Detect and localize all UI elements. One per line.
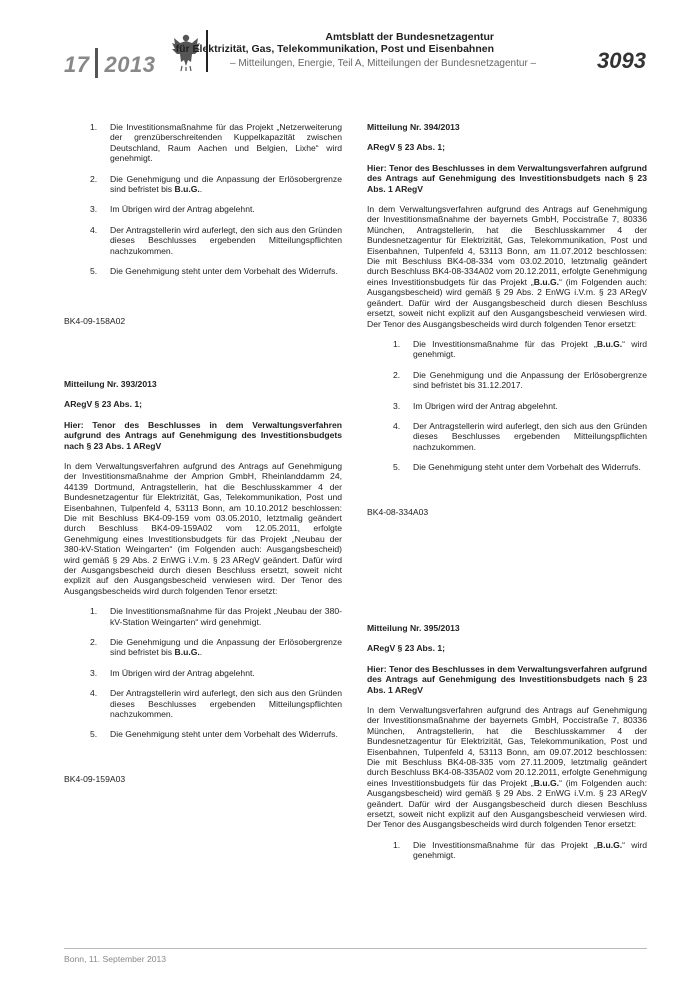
tenor-list xyxy=(64,606,342,740)
list-text: Die Investitionsmaßnahme für das Projekt „Neubau der 380-kV-Station Weingarten“ wird genehmigt. xyxy=(110,606,342,627)
notice-law: ARegV § 23 Abs. 1; xyxy=(367,142,446,153)
list-text: Der Antragstellerin wird auferlegt, den sich aus den Gründen dieses Beschlusses ergebenden Mitteilungspflichten nachzukommen. xyxy=(413,420,647,452)
list-item xyxy=(64,225,342,256)
journal-title xyxy=(176,31,494,55)
list-number: 4. xyxy=(90,224,98,235)
list-text: Die Genehmigung und die Anpassung der Erlösobergrenze sind befristet bis xyxy=(110,173,342,195)
list-item xyxy=(367,462,647,472)
journal-title-line1: Amtsblatt der Bundesnetzagentur xyxy=(325,31,494,43)
list-text: Im Übrigen wird der Antrag abgelehnt. xyxy=(110,204,255,215)
notice-subject: Hier: Tenor des Beschlusses in dem Verwaltungsverfahren aufgrund des Antrags auf Genehmigung des Investitionsbudgets nach § 23 Abs. 1 ARegV xyxy=(64,419,342,451)
notice-law: ARegV § 23 Abs. 1; xyxy=(367,643,446,654)
list-item xyxy=(64,266,342,276)
list-number: 1. xyxy=(393,338,401,349)
list-number: 1. xyxy=(393,839,401,850)
list-number: 2. xyxy=(90,637,98,647)
notice-body-part: In dem Verwaltungsverfahren aufgrund des Antrags auf Genehmigung der Investitionsmaßnahme der bayernets GmbH, Poccistraße 7, 80336 München, Antragstellerin, hat die Beschlusskammer 4 der Bundesnetzagentur für Elektrizität, Gas, Telekommunikation, Post und Eisenbahnen, Tulpenfeld 4, 53113 Bonn, am 09.07.2012 beschlossen: Die mit Beschluss BK4-08-335 vom 27.11.2009, letztmalig geändert durch Beschluss BK4-08-335A02 vom 20.12.2011, erfolgte Genehmigung eines Investitionsbudgets für das Projekt „ xyxy=(367,705,647,788)
right-column xyxy=(367,122,647,861)
tenor-list-top xyxy=(64,122,342,276)
notice-title: Mitteilung Nr. 394/2013 xyxy=(367,122,460,132)
list-text: Im Übrigen wird der Antrag abgelehnt. xyxy=(110,667,255,678)
issue-year-text: 2013 xyxy=(104,52,156,77)
tenor-list xyxy=(367,840,647,861)
list-text: Die Investitionsmaßnahme für das Projekt „ xyxy=(413,839,597,850)
left-column xyxy=(64,122,342,784)
list-text: Die Genehmigung und die Anpassung der Erlösobergrenze sind befristet bis 31.12.2017. xyxy=(413,369,647,391)
notice-title: Mitteilung Nr. 395/2013 xyxy=(367,622,460,633)
list-number: 5. xyxy=(393,462,401,473)
list-item xyxy=(367,401,647,411)
journal-subtitle: – Mitteilungen, Energie, Teil A, Mitteilungen der Bundesnetzagentur – xyxy=(230,58,537,69)
issue-year xyxy=(64,48,155,78)
notice-title: Mitteilung Nr. 393/2013 xyxy=(64,378,157,389)
list-bold: B.u.G. xyxy=(174,184,200,195)
notice-body xyxy=(367,204,647,329)
issue-divider xyxy=(95,48,98,78)
list-item xyxy=(367,370,647,391)
footer-date: Bonn, 11. September 2013 xyxy=(64,954,167,964)
list-number: 1. xyxy=(90,606,98,617)
list-after: . xyxy=(199,184,203,195)
list-text: Die Genehmigung steht unter dem Vorbehalt des Widerrufs. xyxy=(110,266,338,277)
reference-number: BK4-08-334A03 xyxy=(367,506,429,517)
list-after: “ wird genehmigt. xyxy=(413,338,647,360)
list-text: Im Übrigen wird der Antrag abgelehnt. xyxy=(413,400,558,411)
reference-number: BK4-09-158A02 xyxy=(64,316,126,327)
list-text: Die Investitionsmaßnahme für das Projekt „ xyxy=(413,338,597,349)
reference-number: BK4-09-159A03 xyxy=(64,773,126,784)
list-item xyxy=(64,668,342,678)
list-number: 2. xyxy=(393,369,401,380)
notice-subject: Hier: Tenor des Beschlusses in dem Verwaltungsverfahren aufgrund des Antrags auf Genehmigung des Investitionsbudgets nach § 23 Abs. 1 ARegV xyxy=(367,162,647,194)
notice-body-bold: B.u.G. xyxy=(533,276,560,287)
list-bold: B.u.G. xyxy=(174,647,200,658)
list-number: 1. xyxy=(90,122,98,132)
notice-body: In dem Verwaltungsverfahren aufgrund des Antrags auf Genehmigung der Investitionsmaßnahme der Amprion GmbH, Rheinlanddamm 24, 44139 Dortmund, Antragstellerin, hat die Beschlusskammer 4 der Bundesnetzagentur für Elektrizität, Gas, Telekommunikation, Post und Eisenbahnen, Tulpenfeld 4, 53113 Bonn, am 10.10.2012 beschlossen: Die mit Beschluss BK4-09-159 vom 03.05.2010, letztmalig geändert durch Beschluss BK4-09-159A02 vom 12.05.2011, erfolgte Genehmigung eines Investitionsbudgets für das Projekt „Neubau der 380-kV-Station Weingarten“ (im Folgenden auch: Ausgangsbescheid) wird gemäß § 29 Abs. 2 EnWG i.V.m. § 23 ARegV geändert. Dafür wird der Ausgangsbescheid durch diesen Beschluss ersetzt, soweit nicht explizit auf den Ausgangsbescheid verwiesen wird. Der Tenor des Ausgangsbescheids wird durch folgenden Tenor ersetzt: xyxy=(64,460,342,596)
list-number: 3. xyxy=(90,667,98,678)
list-item xyxy=(64,174,342,195)
tenor-list xyxy=(367,339,647,473)
list-number: 3. xyxy=(90,204,98,215)
page-number: 3093 xyxy=(597,48,646,73)
notice-body-part: In dem Verwaltungsverfahren aufgrund des Antrags auf Genehmigung der Investitionsmaßnahme der bayernets GmbH, Poccistraße 7, 80336 München, Antragstellerin, hat die Beschlusskammer 4 der Bundesnetzagentur für Elektrizität, Gas, Telekommunikation, Post und Eisenbahnen, Tulpenfeld 4, 53113 Bonn, am 11.07.2012 beschlossen: Die mit Beschluss BK4-08-334 vom 03.02.2010, letztmalig geändert durch Beschluss BK4-08-334A02 vom 20.12.2011, erfolgte Genehmigung eines Investitionsbudgets für das Projekt „ xyxy=(367,204,647,287)
list-bold: B.u.G. xyxy=(596,338,623,349)
list-item xyxy=(64,122,342,164)
list-item xyxy=(367,840,647,861)
list-after: . xyxy=(199,647,203,658)
list-text: Die Genehmigung und die Anpassung der Erlösobergrenze sind befristet bis xyxy=(110,637,342,658)
list-item xyxy=(367,339,647,360)
notice-law: ARegV § 23 Abs. 1; xyxy=(64,399,143,410)
list-number: 5. xyxy=(90,729,98,740)
issue-number: 17 xyxy=(64,52,90,77)
list-number: 5. xyxy=(90,266,98,277)
list-number: 2. xyxy=(90,173,98,184)
notice-body xyxy=(367,705,647,830)
list-text: Der Antragstellerin wird auferlegt, den sich aus den Gründen dieses Beschlusses ergebenden Mitteilungspflichten nachzukommen. xyxy=(110,224,342,256)
list-item xyxy=(64,606,342,627)
list-number: 4. xyxy=(393,420,401,431)
list-item xyxy=(64,729,342,739)
notice-subject: Hier: Tenor des Beschlusses in dem Verwaltungsverfahren aufgrund des Antrags auf Genehmigung des Investitionsbudgets nach § 23 Abs. 1 ARegV xyxy=(367,663,647,695)
list-item xyxy=(64,637,342,658)
list-item xyxy=(367,421,647,452)
list-text: Der Antragstellerin wird auferlegt, den sich aus den Gründen dieses Beschlusses ergebenden Mitteilungspflichten nachzukommen. xyxy=(110,688,342,720)
list-bold: B.u.G. xyxy=(596,839,623,850)
notice-body-bold: B.u.G. xyxy=(533,777,560,788)
list-number: 3. xyxy=(393,400,401,411)
notice-body-part: “ (im Folgenden auch: Ausgangsbescheid) wird gemäß § 29 Abs. 2 EnWG i.V.m. § 23 ARegV geändert. Dafür wird der Ausgangsbescheid durch diesen Beschluss ersetzt, soweit nicht explizit auf den Ausgangsbescheid verwiesen wird. Der Tenor des Ausgangsbescheids wird durch folgenden Tenor ersetzt: xyxy=(367,777,648,830)
footer-divider xyxy=(64,948,647,949)
list-text: Die Genehmigung steht unter dem Vorbehalt des Widerrufs. xyxy=(110,729,338,740)
list-item xyxy=(64,688,342,719)
journal-title-line2: für Elektrizität, Gas, Telekommunikation, Post und Eisenbahnen xyxy=(175,43,494,55)
list-text: Die Genehmigung steht unter dem Vorbehalt des Widerrufs. xyxy=(413,462,641,473)
list-after: “ wird genehmigt. xyxy=(413,839,647,861)
list-number: 4. xyxy=(90,688,98,699)
list-text: Die Investitionsmaßnahme für das Projekt „Netzerweiterung der grenzüberschreitenden Kuppelkapazität zwischen Deutschland, Raum Aachen und Belgien, Lixhe“ wird genehmigt. xyxy=(110,122,342,164)
list-item xyxy=(64,204,342,214)
notice-body-part: “ (im Folgenden auch: Ausgangsbescheid) wird gemäß § 29 Abs. 2 EnWG i.V.m. § 23 ARegV geändert. Dafür wird der Ausgangsbescheid durch diesen Beschluss ersetzt, soweit nicht explizit auf den Ausgangsbescheid verwiesen wird. Der Tenor des Ausgangsbescheids wird durch folgenden Tenor ersetzt: xyxy=(367,276,648,329)
